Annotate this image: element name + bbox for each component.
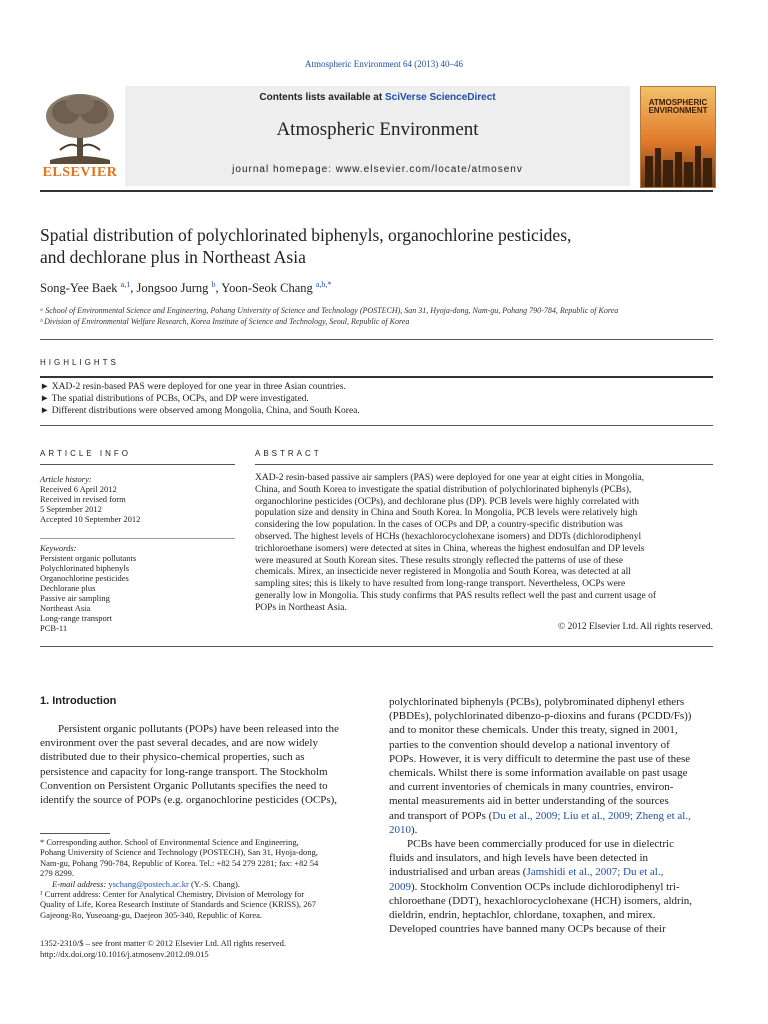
abstract-line: generally low in Mongolia. This study confirms that PAS results reflect well the past and current usage of [255,590,657,601]
abstract-line: organochlorine pesticides (OCPs), and dechlorane plus (DP). PCB levels were highly correlated with [255,496,639,507]
body-line: Persistent organic pollutants (POPs) have been released into the [58,723,339,735]
body-line: chemicals. Whilst there is some information available on past usage [389,767,688,780]
abstract-heading: ABSTRACT [255,449,322,458]
body-line [389,809,713,823]
body-line: persistence and capacity for long-range transport. The Stockholm [40,765,328,778]
body-line: dieldrin, endrin, heptachlor, chlordane, toxaphen, and mirex. [389,909,656,922]
article-title [40,224,713,268]
abstract-line: were measured at South Korean sites. These results strongly reflected the patterns of use of these [255,555,624,566]
title-line-2: and dechlorane plus in Northeast Asia [40,247,306,267]
highlight-item: ► The spatial distributions of PCBs, OCPs, and DP were investigated. [40,394,309,404]
highlight-item: ► XAD-2 resin-based PAS were deployed for one year in three Asian countries. [40,382,346,392]
header-rule [40,190,713,192]
body-text: ). [411,823,418,836]
highlights-list [40,381,713,417]
abstract-rule [255,464,713,465]
body-line [389,880,713,894]
keyword: Passive air sampling [40,593,110,603]
abstract-line: population size and density in China and South Korea. In Mongolia, PCB levels were relatively high [255,508,638,519]
history-label: Article history: [40,474,92,484]
footnote-line: 279 8299. [40,868,74,879]
affiliation-b: ᵇ Division of Environmental Welfare Research, Korea Institute of Science and Technology, Seoul, Republic of Korea [40,317,410,326]
citation-link[interactable]: 2009 [389,880,411,893]
abstract-bottom-rule [40,646,713,647]
abstract-line: XAD-2 resin-based passive air samplers (PAS) were deployed for one year at eight cities in Mongolia, [255,473,645,483]
keyword: PCB-11 [40,623,68,633]
cover-title [643,99,713,115]
affiliation-a: ᵃ School of Environmental Science and Engineering, Pohang University of Science and Technology (POSTECH), San 31, Hyoja-dong, Nam-gu, Pohang 790-784, Republic of Korea [40,306,619,315]
journal-title: Atmospheric Environment [276,119,479,140]
abstract-line: observed. The highest levels of HCHs (hexachlorocyclohexane isomers) and DDTs (dichlorodiphenyl [255,531,642,542]
keywords-list [40,543,240,633]
email-link[interactable]: yschang@postech.ac.kr [108,878,189,889]
article-info-rule [40,464,235,465]
author-name: Jongsoo Jurng [136,281,209,296]
corresponding-author-mark[interactable]: * [327,280,332,289]
footnote-line: * Corresponding author. School of Environmental Science and Engineering, [40,837,299,847]
author-affiliation-link[interactable]: a,1 [120,280,131,289]
body-line: distributed due to their physico-chemical properties, such as [40,751,305,764]
body-line: Developed countries have banned many OCPs because of their [389,923,666,936]
author-affiliation-link[interactable]: a,b, [315,280,328,289]
keyword: Organochlorine pesticides [40,573,129,583]
footnote-line: Pohang University of Science and Technology (POSTECH), San 31, Hyoja-dong, [40,847,318,858]
contents-prefix: Contents lists available at [259,92,385,103]
abstract-line: considering the low population. In the cases of OCPs and DP, a country-specific distribution was [255,520,623,531]
body-line: (PBDEs), polychlorinated dibenzo-p-dioxins and furans (PCDD/Fs)) [389,710,692,723]
body-line: polychlorinated biphenyls (PCBs), polybrominated diphenyl ethers [389,696,685,708]
body-line: identify the source of POPs (e.g. organochlorine pesticides (OCPs), [40,794,338,807]
abstract-line: chemicals. Mirex, an insecticide never registered in Mongolia and South Korea, was detected at all [255,567,631,578]
abstract-line: China, and South Korea to investigate the spatial distribution of polychlorinated biphenyls (PCBs), [255,484,632,495]
author-list: Song-Yee Baek $^{a,1}$, Jongsoo Jurng $^b$, Yoon-Seok Chang $^{a,b,*}$ [40,280,332,296]
footnote-rule [40,833,110,834]
article-history [40,474,240,524]
body-line: Convention on Persistent Organic Pollutants specifies the need to [40,779,328,792]
keywords-rule [40,538,235,539]
cover-title-line-2: ENVIRONMENT [648,106,708,115]
body-line: environment over the past several decades, and are now widely [40,737,318,750]
section-heading-introduction: 1. Introduction [40,695,117,707]
abstract-line: POPs in Northeast Asia. [255,602,347,613]
citation-link[interactable]: Du et al., 2009; Liu et al., 2009; Zheng et al., [492,809,691,822]
author-name: Yoon-Seok Chang [221,281,313,296]
affiliation-rule [40,339,713,340]
email-suffix: (Y.-S. Chang). [188,878,240,889]
keyword: Polychlorinated biphenyls [40,563,130,573]
copyright-notice: © 2012 Elsevier Ltd. All rights reserved. [558,622,713,632]
highlights-heading: HIGHLIGHTS [40,358,119,367]
body-line: mental measurements aid in better understanding of the sources [389,795,669,808]
title-line-1: Spatial distribution of polychlorinated biphenyls, organochlorine pesticides, [40,225,572,245]
cover-title-line-1: ATMOSPHERIC [648,98,708,107]
body-line: parties to the convention should develop a national inventory of [389,738,670,751]
history-line: Accepted 10 September 2012 [40,514,141,524]
abstract-line: sampling sites; this is likely to have resulted from long-range transport. Nevertheless, OCPs were [255,579,626,590]
body-text: and transport of POPs ( [389,809,493,822]
footnote-line: Nam-gu, Pohang 790-784, Republic of Korea. Tel.: +82 54 279 2281; fax: +82 54 [40,857,319,868]
journal-cover-image [640,86,716,188]
email-label: E-mail address: [52,878,109,889]
history-line: 5 September 2012 [40,504,102,514]
body-line: PCBs have been commercially produced for use in dielectric [407,838,674,851]
body-line [389,865,713,879]
body-text: ). Stockholm Convention OCPs include dichlorodiphenyl tri- [411,880,680,893]
author-affiliation-link[interactable]: b [211,280,216,289]
history-line: Received in revised form [40,494,126,504]
highlights-top-rule [40,376,713,378]
intro-left-column [40,722,365,807]
footnote-line: Quality of Life, Korea Research Institute of Standards and Science (KRISS), 267 [40,899,316,910]
body-text: industrialised and urban areas ( [389,866,527,879]
journal-citation[interactable]: Atmospheric Environment 64 (2013) 40–46 [305,59,463,69]
keyword: Long-range transport [40,613,112,623]
body-line: chloroethane (DDT), hexachlorocyclohexane (HCH) isomers, aldrin, [389,894,692,907]
email-line [40,879,365,889]
history-line: Received 6 April 2012 [40,484,117,494]
cover-skyline-icon [641,142,715,187]
body-line: POPs. However, it is very difficult to determine the past use of these [389,752,691,765]
sciencedirect-link[interactable]: SciVerse ScienceDirect [384,92,496,103]
front-matter-line: 1352-2310/$ – see front matter © 2012 Elsevier Ltd. All rights reserved. [40,938,287,948]
journal-homepage[interactable]: journal homepage: www.elsevier.com/locate/atmosenv [232,164,523,175]
intro-right-column [389,695,713,936]
body-line: and to monitor these chemicals. Under this treaty, signed in 2001, [389,724,678,737]
footnote-line: Gajeong-Ro, Yuseoang-gu, Daejeon 305-340, Republic of Korea. [40,909,263,920]
keyword: Dechlorane plus [40,583,96,593]
abstract-line: trichloroethane isomers) were detected at sites in China, whereas the highest endosulfan and DP levels [255,543,645,554]
article-info-heading: ARTICLE INFO [40,449,131,458]
highlight-item: ► Different distributions were observed among Mongolia, China, and South Korea. [40,406,360,416]
doi-link[interactable]: http://dx.doi.org/10.1016/j.atmosenv.2012.09.015 [40,949,209,959]
keyword: Persistent organic pollutants [40,553,137,563]
citation-link[interactable]: 2010 [389,823,411,836]
contents-line [125,92,630,103]
body-line [389,823,713,837]
corresponding-author-footnote [40,837,365,920]
highlights-bottom-rule [40,425,713,426]
keywords-label: Keywords: [40,543,77,553]
footnote-line: ¹ Current address: Center for Analytical Chemistry, Division of Metrology for [40,889,305,900]
keyword: Northeast Asia [40,603,91,613]
author-name: Song-Yee Baek [40,281,118,296]
body-line: fluids and insulators, and high levels have been detected in [389,852,649,865]
abstract-text [255,473,713,615]
body-line: and current inventories of chemicals in many countries, environ- [389,781,674,794]
citation-link[interactable]: Jamshidi et al., 2007; Du et al., [526,866,664,879]
elsevier-wordmark: ELSEVIER [42,165,118,180]
